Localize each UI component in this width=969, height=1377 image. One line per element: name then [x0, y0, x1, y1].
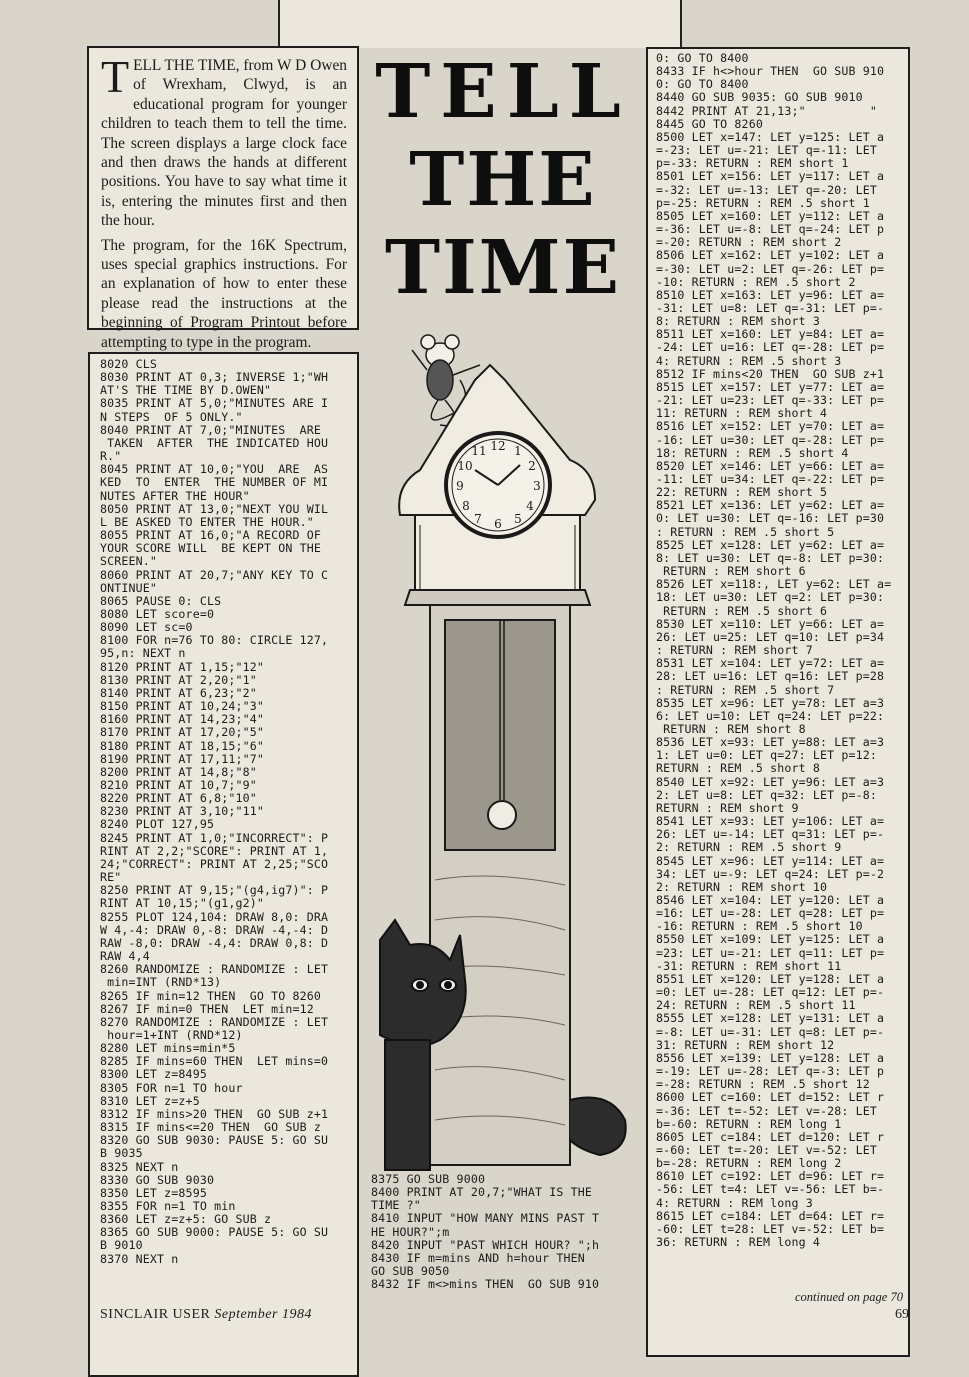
- numeral-4: 4: [526, 499, 534, 513]
- grandfather-clock-illustration: [380, 320, 640, 1180]
- footer-magazine: [100, 1307, 312, 1323]
- issue-date: September 1984: [214, 1307, 312, 1322]
- pendulum-bob: [488, 801, 516, 829]
- numeral-7: 7: [474, 512, 482, 526]
- numeral-6: 6: [494, 517, 502, 531]
- article-title: [368, 48, 638, 312]
- numeral-9: 9: [456, 479, 464, 493]
- numeral-5: 5: [514, 512, 522, 526]
- clock-case: [430, 605, 570, 1165]
- intro-box: [87, 46, 359, 351]
- code-listing-right: [646, 47, 910, 1357]
- title-line-1: TELL: [375, 49, 631, 135]
- title-line-3: TIME: [385, 225, 621, 311]
- intro-paragraph-2: The program, for the 16K Spectrum, uses special graphics instructions. For an explanation of how to enter these please read the instructions at the beginning of Program Printout before attempting to type in the program.: [101, 236, 347, 351]
- numeral-12: 12: [490, 439, 506, 453]
- magazine-name: SINCLAIR USER: [100, 1307, 211, 1322]
- clock-face: [446, 433, 550, 537]
- continued-note: continued on page 70: [795, 1290, 903, 1304]
- intro-text-1: ELL THE TIME, from W D Owen of Wrexham, Clwyd, is an educational program for younger children to teach them to tell the time. The screen displays a large clock face and then draws the hands at different positions. You have to say what time it is, entering the minutes first and then the hour.: [101, 57, 347, 230]
- title-line-2: THE: [409, 137, 597, 223]
- numeral-2: 2: [528, 459, 536, 473]
- drop-cap: T: [101, 51, 130, 102]
- code-listing-left: [88, 352, 359, 1377]
- numeral-3: 3: [533, 479, 541, 493]
- page-number: 69: [895, 1307, 909, 1322]
- numeral-10: 10: [457, 459, 473, 473]
- listing-center-text: 8375 GO SUB 9000 8400 PRINT AT 20,7;"WHAT IS THE TIME ?" 8410 INPUT "HOW MANY MINS PAST T HE HOUR?";m 8420 INPUT "PAST WHICH HOUR? ";h 8430 IF m=mins AND h=hour THEN GO SUB 9050 8432 IF m<>mins THEN GO SUB 910: [371, 1172, 600, 1292]
- listing-left-text: 8020 CLS 8030 PRINT AT 0,3; INVERSE 1;"WH AT'S THE TIME BY D.OWEN" 8035 PRINT AT 5,0;"MINUTES ARE I N STEPS OF 5 ONLY." 8040 PRINT AT 7,0;"MINUTES ARE TAKEN AFTER THE INDICATED HOU R." 8045 PRINT AT 10,0;"YOU ARE AS KED TO ENTER THE NUMBER OF MI NUTES AFTER THE HOUR" 8050 PRINT AT 13,0;"NEXT YOU WIL L BE ASKED TO ENTER THE HOUR." 8055 PRINT AT 16,0;"A RECORD OF YOUR SCORE WILL BE KEPT ON THE SCREEN." 8060 PRINT AT 20,7;"ANY KEY TO C ONTINUE" 8065 PAUSE 0: CLS 8080 LET score=0 8090 LET sc=0 8100 FOR n=76 TO 80: CIRCLE 127, 95,n: NEXT n 8120 PRINT AT 1,15;"12" 8130 PRINT AT 2,20;"1" 8140 PRINT AT 6,23;"2" 8150 PRINT AT 10,24;"3" 8160 PRINT AT 14,23;"4" 8170 PRINT AT 17,20;"5" 8180 PRINT AT 18,15;"6" 8190 PRINT AT 17,11;"7" 8200 PRINT AT 14,8;"8" 8210 PRINT AT 10,7;"9" 8220 PRINT AT 6,8;"10" 8230 PRINT AT 3,10;"11" 8240 PLOT 127,95 8245 PRINT AT 1,0;"INCORRECT": P RINT AT 2,2;"SCORE": PRINT AT 1, 24;"CORRECT": PRINT AT 2,25;"SCO RE" 8250 PRINT AT 9,15;"(g4,ig7)": P RINT AT 10,15;"(g1,g2)" 8255 PLOT 124,104: DRAW 8,0: DRA W 4,-4: DRAW 0,-8: DRAW -4,-4: D RAW -8,0: DRAW -4,4: DRAW 0,8: D RAW 4,4 8260 RANDOMIZE : RANDOMIZE : LET min=INT (RND*13) 8265 IF min=12 THEN GO TO 8260 8267 IF min=0 THEN LET min=12 8270 RANDOMIZE : RANDOMIZE : LET hour=1+INT (RND*12) 8280 LET mins=min*5 8285 IF mins=60 THEN LET mins=0 8300 LET z=8495 8305 FOR n=1 TO hour 8310 LET z=z+5 8312 IF mins>20 THEN GO SUB z+1 8315 IF mins<=20 THEN GO SUB z 8320 GO SUB 9030: PAUSE 5: GO SU B 9035 8325 NEXT n 8330 GO SUB 9030 8350 LET z=8595 8355 FOR n=1 TO min 8360 LET z=z+5: GO SUB z 8365 GO SUB 9000: PAUSE 5: GO SU B 9010 8370 NEXT n: [100, 357, 329, 1266]
- numeral-8: 8: [462, 499, 470, 513]
- numeral-1: 1: [514, 444, 522, 458]
- intro-paragraph-1: [101, 51, 347, 231]
- listing-right-text: 0: GO TO 8400 8433 IF h<>hour THEN GO SUB 910 0: GO TO 8400 8440 GO SUB 9035: GO SUB 9010 8442 PRINT AT 21,13;" " 8445 GO TO 8260 8500 LET x=147: LET y=125: LET a =-23: LET u=-21: LET q=-11: LET p=-33: RETURN : REM short 1 8501 LET x=156: LET y=117: LET a =-32: LET u=-13: LET q=-20: LET p=-25: RETURN : REM .5 short 1 8505 LET x=160: LET y=112: LET a =-36: LET u=-8: LET q=-24: LET p =-20: RETURN : REM short 2 8506 LET x=162: LET y=102: LET a =-30: LET u=2: LET q=-26: LET p= -10: RETURN : REM .5 short 2 8510 LET x=163: LET y=96: LET a= -31: LET u=8: LET q=-31: LET p=- 8: RETURN : REM short 3 8511 LET x=160: LET y=84: LET a= -24: LET u=16: LET q=-28: LET p= 4: RETURN : REM .5 short 3 8512 IF mins<20 THEN GO SUB z+1 8515 LET x=157: LET y=77: LET a= -21: LET u=23: LET q=-33: LET p= 11: RETURN : REM short 4 8516 LET x=152: LET y=70: LET a= -16: LET u=30: LET q=-28: LET p= 18: RETURN : REM .5 short 4 8520 LET x=146: LET y=66: LET a= -11: LET u=34: LET q=-22: LET p= 22: RETURN : REM short 5 8521 LET x=136: LET y=62: LET a= 0: LET u=30: LET q=-16: LET p=30 : RETURN : REM .5 short 5 8525 LET x=128: LET y=62: LET a= 8: LET u=30: LET q=-8: LET p=30: RETURN : REM short 6 8526 LET x=118:, LET y=62: LET a= 18: LET u=30: LET q=2: LET p=30: RETURN : REM .5 short 6 8530 LET x=110: LET y=66: LET a= 26: LET u=25: LET q=10: LET p=34 : RETURN : REM short 7 8531 LET x=104: LET y=72: LET a= 28: LET u=16: LET q=16: LET p=28 : RETURN : REM .5 short 7 8535 LET x=96: LET y=78: LET a=3 6: LET u=10: LET q=24: LET p=22: RETURN : REM short 8 8536 LET x=93: LET y=88: LET a=3 1: LET u=0: LET q=27: LET p=12: RETURN : REM .5 short 8 8540 LET x=92: LET y=96: LET a=3 2: LET u=8: LET q=32: LET p=-8: RETURN : REM short 9 8541 LET x=93: LET y=106: LET a= 26: LET u=-14: LET q=31: LET p=- 2: RETURN : REM .5 short 9 8545 LET x=96: LET y=114: LET a= 34: LET u=-9: LET q=24: LET p=-2 2: RETURN : REM short 10 8546 LET x=104: LET y=120: LET a =16: LET u=-28: LET q=28: LET p= -16: RETURN : REM .5 short 10 8550 LET x=109: LET y=125: LET a =23: LET u=-21: LET q=11: LET p= -31: RETURN : REM short 11 8551 LET x=120: LET y=128: LET a =0: LET u=-28: LET q=12: LET p=- 24: RETURN : REM .5 short 11 8555 LET x=128: LET y=131: LET a =-8: LET u=-31: LET q=8: LET p=- 31: RETURN : REM short 12 8556 LET x=139: LET y=128: LET a =-19: LET u=-28: LET q=-3: LET p =-28: RETURN : REM .5 short 12 8600 LET c=160: LET d=152: LET r =-36: LET t=-52: LET v=-28: LET b=-60: RETURN : REM long 1 8605 LET c=184: LET d=120: LET r =-60: LET t=-20: LET v=-52: LET b=-28: RETURN : REM long 2 8610 LET c=192: LET d=96: LET r= -56: LET t=4: LET v=-56: LET b=- 4: RETURN : REM long 3 8615 LET c=184: LET d=64: LET r= -60: LET t=28: LET v=-52: LET b= 36: RETURN : REM long 4: [656, 51, 892, 1250]
- header-strip: [278, 0, 682, 48]
- numeral-11: 11: [471, 444, 487, 458]
- code-listing-center: [371, 1173, 641, 1291]
